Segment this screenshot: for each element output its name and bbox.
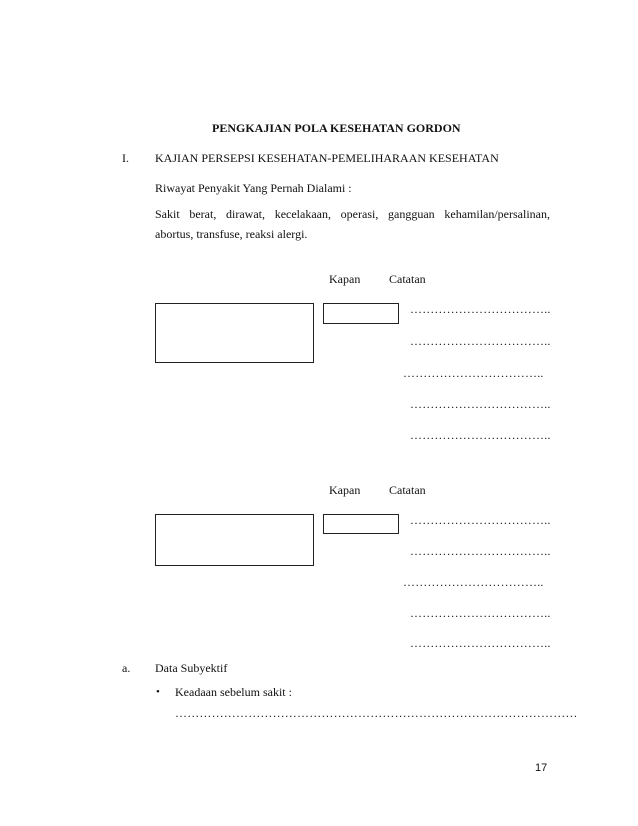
riwayat-label: Riwayat Penyakit Yang Pernah Dialami : (155, 181, 352, 195)
table2-disease-box[interactable] (155, 514, 314, 566)
table2-catatan-line-4[interactable]: …………………………….. (410, 606, 551, 620)
table1-catatan-line-3[interactable]: …………………………….. (403, 366, 544, 380)
table1-catatan-line-4[interactable]: …………………………….. (410, 397, 551, 411)
bullet-icon: • (156, 686, 160, 698)
table1-catatan-line-2[interactable]: …………………………….. (410, 334, 551, 348)
page-title: PENGKAJIAN POLA KESEHATAN GORDON (212, 121, 461, 135)
section-heading: KAJIAN PERSEPSI KESEHATAN-PEMELIHARAAN KESEHATAN (155, 151, 499, 165)
table2-catatan-line-3[interactable]: …………………………….. (403, 575, 544, 589)
keadaan-label: Keadaan sebelum sakit : (175, 685, 292, 699)
table1-disease-box[interactable] (155, 303, 314, 363)
riwayat-paragraph: Sakit berat, dirawat, kecelakaan, operasi, gangguan kehamilan/persalinan, abortus, transfuse, reaksi alergi. (155, 207, 550, 241)
subsection-label: Data Subyektif (155, 661, 228, 675)
keadaan-line[interactable]: ……………………………………………………………………………………… (175, 706, 578, 720)
table1-catatan-line-5[interactable]: …………………………….. (410, 428, 551, 442)
page-number: 17 (535, 762, 548, 774)
table2-col-kapan: Kapan (329, 483, 361, 497)
table1-kapan-box[interactable] (323, 303, 399, 324)
section-number: I. (122, 151, 129, 165)
table2-catatan-line-1[interactable]: …………………………….. (410, 513, 551, 527)
table2-col-catatan: Catatan (389, 483, 426, 497)
table1-col-kapan: Kapan (329, 272, 361, 286)
table2-kapan-box[interactable] (323, 514, 399, 534)
table1-catatan-line-1[interactable]: …………………………….. (410, 302, 551, 316)
subsection-letter: a. (122, 661, 131, 675)
table2-catatan-line-5[interactable]: …………………………….. (410, 636, 551, 650)
table1-col-catatan: Catatan (389, 272, 426, 286)
table2-catatan-line-2[interactable]: …………………………….. (410, 544, 551, 558)
